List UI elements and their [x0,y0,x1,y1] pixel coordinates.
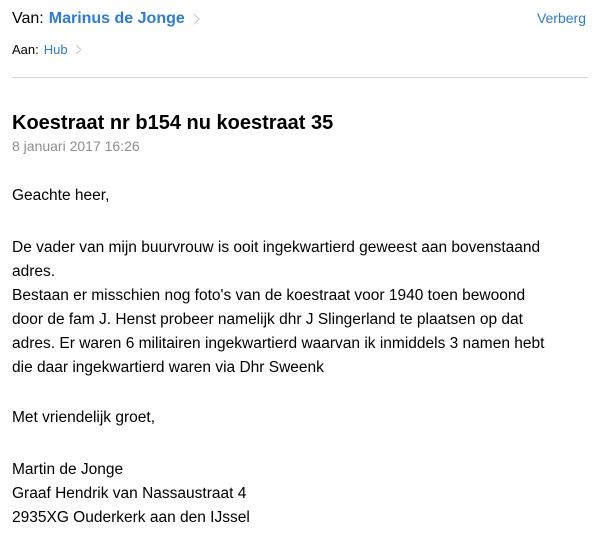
message-signature [12,458,592,530]
signature-street: Graaf Hendrik van Nassaustraat 4 [12,485,247,502]
signature-name: Martin de Jonge [12,461,124,478]
message-closing: Met vriendelijk groet, [12,409,156,426]
message-paragraph [12,236,592,284]
message-greeting: Geachte heer, [12,187,110,204]
to-row [12,40,80,58]
paragraph-line: De vader van mijn buurvrouw is ooit ingekwartierd geweest aan bovenstaand [12,239,541,256]
paragraph-line: adres. [12,263,56,280]
signature-city: 2935XG Ouderkerk aan den IJssel [12,509,250,526]
to-label: Aan: [12,41,39,57]
message-paragraph [12,284,592,380]
from-row [12,8,198,30]
chevron-right-icon[interactable] [188,13,199,24]
from-label: Van: [12,10,44,27]
sender-name[interactable]: Marinus de Jonge [48,10,185,27]
paragraph-line: door de fam J. Henst probeer namelijk dhr J Slingerland te plaatsen op dat [12,311,523,328]
paragraph-line: adres. Er waren 6 militairen ingekwartierd waarvan ik inmiddels 3 namen hebt [12,335,545,352]
recipient-name[interactable]: Hub [43,41,68,57]
paragraph-line: die daar ingekwartierd waren via Dhr Sweenk [12,359,324,376]
message-date: 8 januari 2017 16:26 [12,138,140,154]
chevron-right-icon[interactable] [71,44,81,54]
message-subject: Koestraat nr b154 nu koestraat 35 [12,112,334,134]
paragraph-line: Bestaan er misschien nog foto's van de koestraat voor 1940 toen bewoond [12,287,526,304]
header-divider [12,77,588,78]
hide-details-button[interactable]: Verberg [536,10,586,26]
